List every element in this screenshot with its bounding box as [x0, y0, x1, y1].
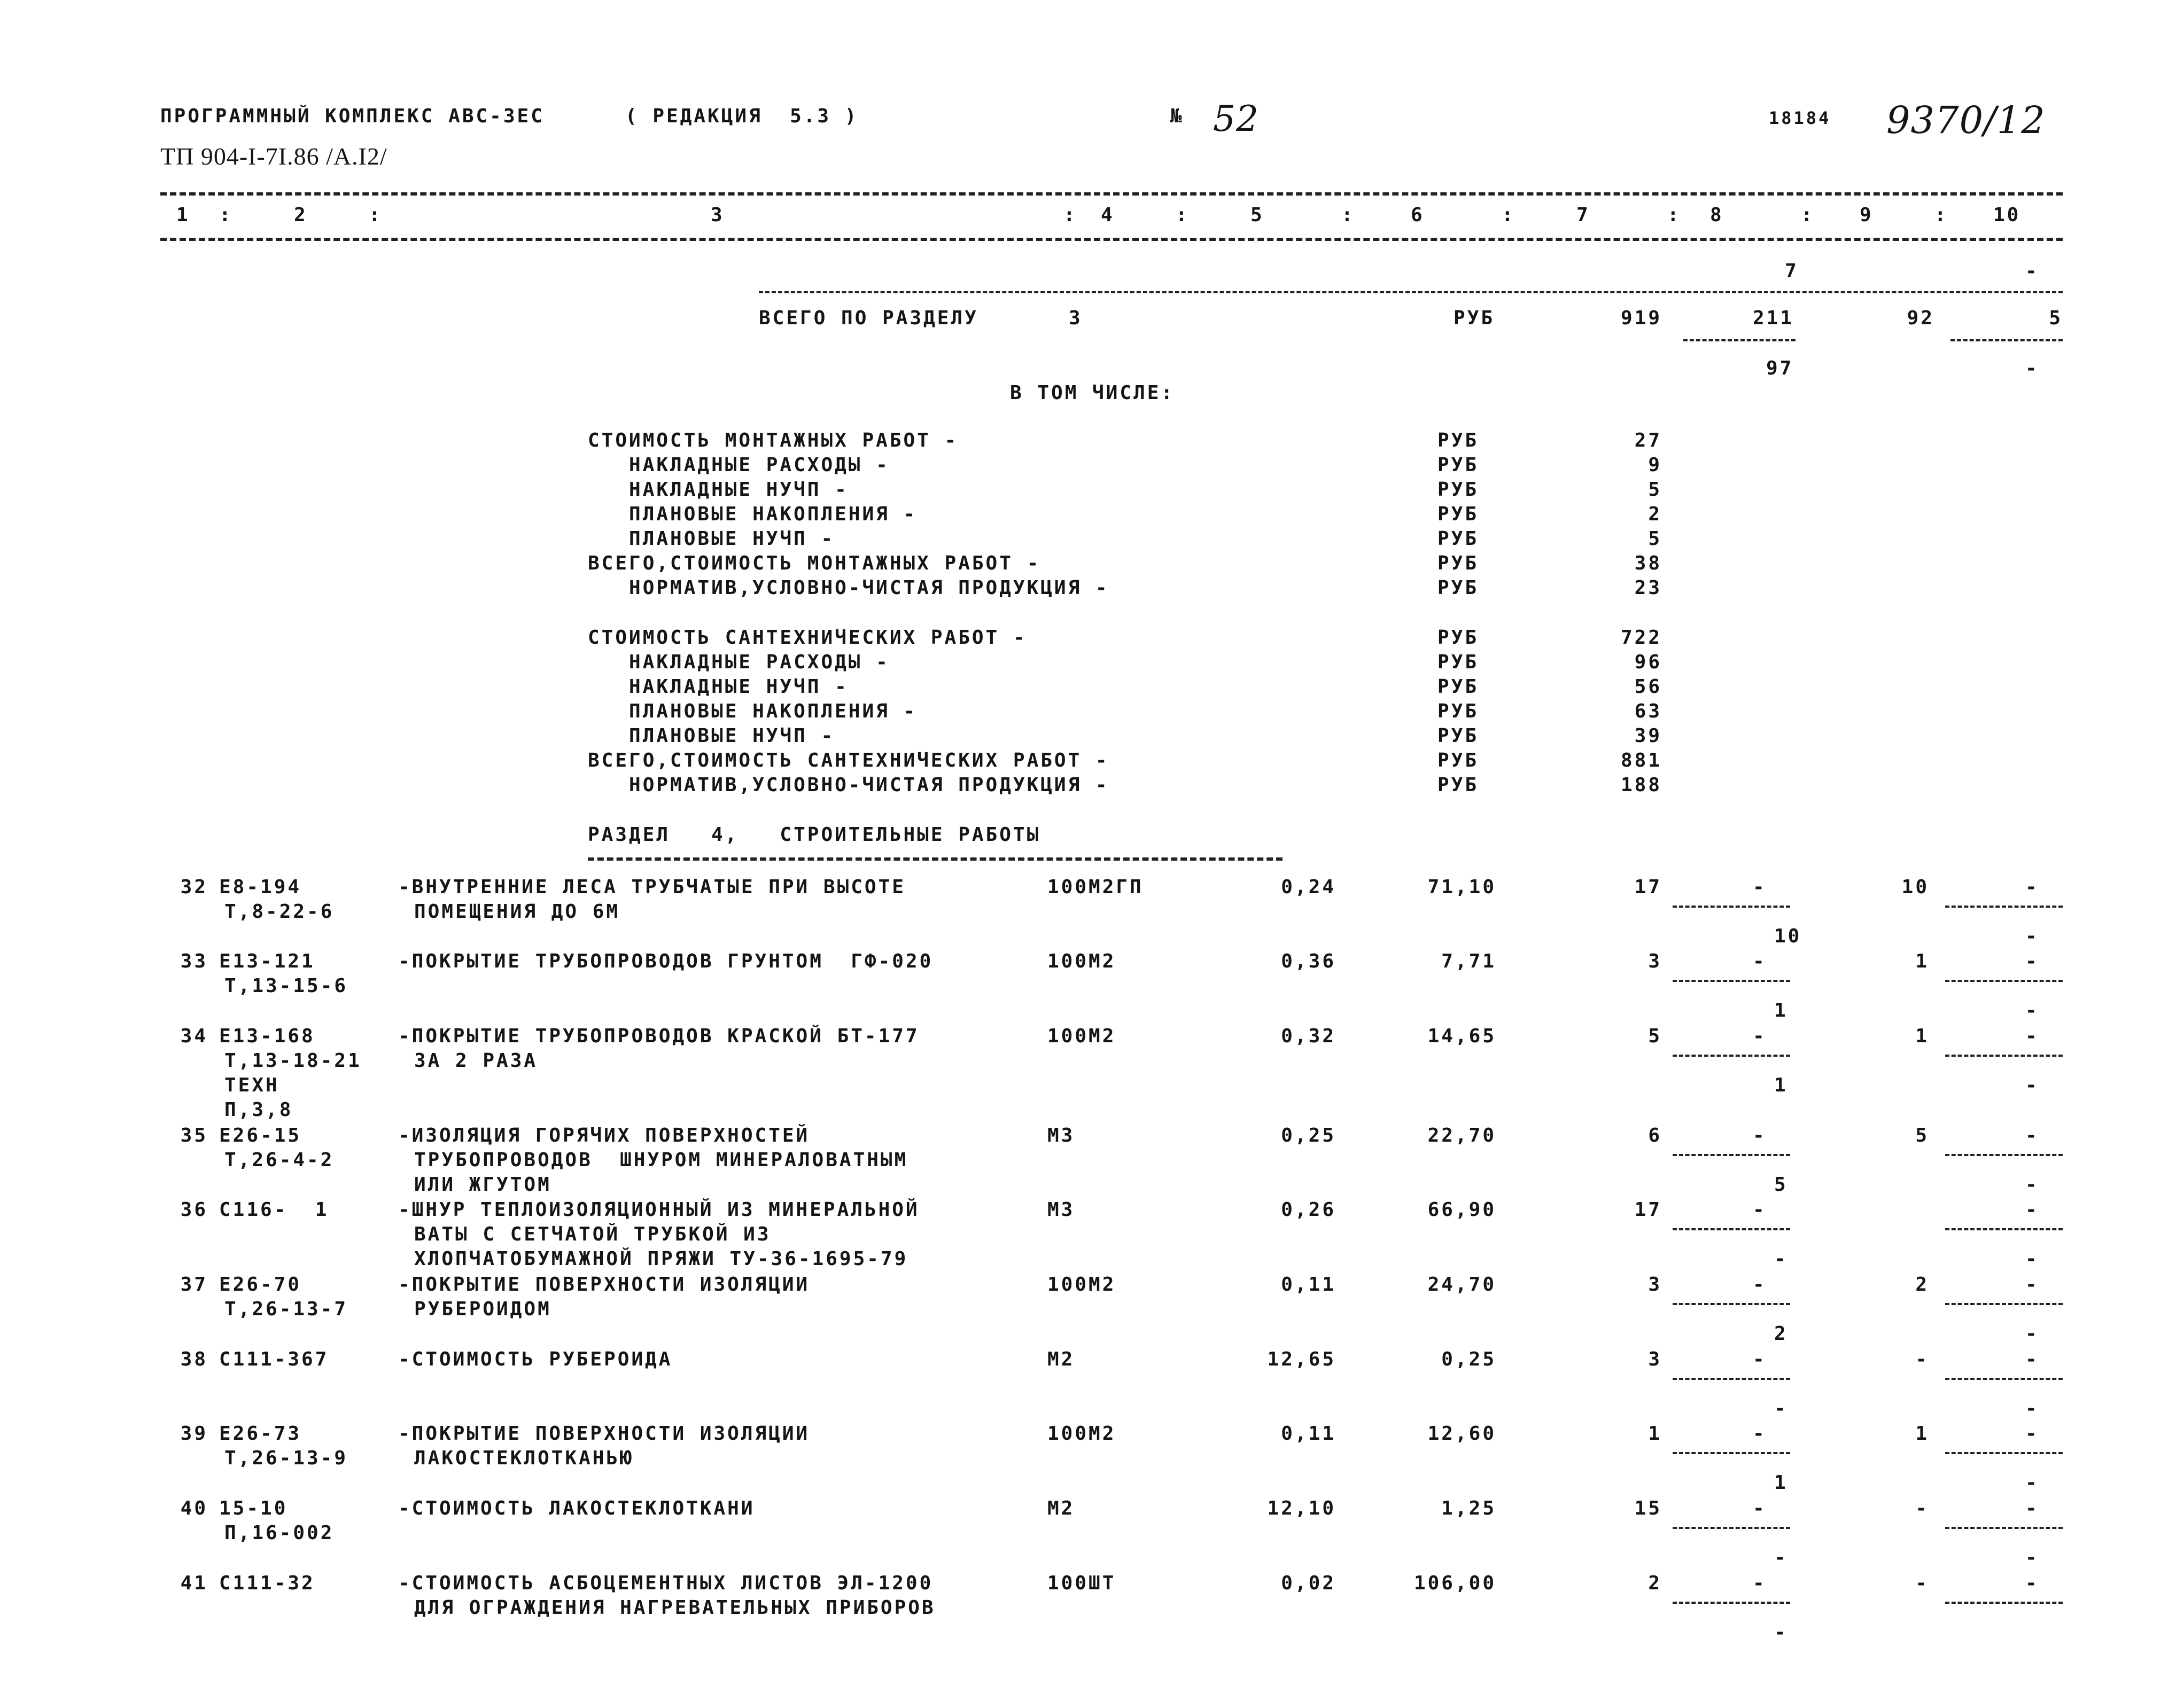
row-quantity: 0,24	[1281, 876, 1336, 898]
row-c9: 1	[1915, 1423, 1929, 1445]
breakdown-unit: РУБ	[1437, 774, 1479, 796]
row-code: Т,26-13-9	[224, 1447, 348, 1469]
total-section-number: 3	[1069, 307, 1083, 329]
header-top-rule	[160, 192, 2063, 196]
row-c10-rule	[1945, 1303, 2063, 1305]
total-c8: 211	[1752, 307, 1794, 329]
breakdown-label: НАКЛАДНЫЕ НУЧП -	[588, 479, 849, 501]
column-number: 8	[1710, 204, 1724, 226]
row-c8-rule	[1673, 980, 1790, 982]
row-c9: 2	[1915, 1274, 1929, 1296]
breakdown-label: ПЛАНОВЫЕ НУЧП -	[588, 725, 835, 747]
total-c10: 5	[2049, 307, 2063, 329]
row-price: 1,25	[1441, 1497, 1496, 1519]
row-c10-rule	[1945, 1055, 2063, 1057]
row-code: Т,8-22-6	[224, 901, 335, 923]
row-unit: М2	[1047, 1348, 1075, 1370]
row-price: 24,70	[1427, 1274, 1496, 1296]
breakdown-label: НАКЛАДНЫЕ РАСХОДЫ -	[588, 651, 890, 673]
row-quantity: 12,65	[1267, 1348, 1336, 1370]
row-description: -ИЗОЛЯЦИЯ ГОРЯЧИХ ПОВЕРХНОСТЕЙ	[398, 1125, 810, 1146]
breakdown-value: 27	[1634, 430, 1662, 451]
row-c8-lower: 1	[1774, 1000, 1788, 1021]
row-c10: -	[2025, 1497, 2039, 1519]
breakdown-unit: РУБ	[1437, 577, 1479, 599]
row-c9: 5	[1915, 1125, 1929, 1146]
row-c8-lower: -	[1774, 1248, 1788, 1270]
row-code: Е13-121	[219, 950, 315, 972]
row-description: ЛАКОСТЕКЛОТКАНЬЮ	[414, 1447, 634, 1469]
row-c10: -	[2025, 1125, 2039, 1146]
row-c8-rule	[1673, 1602, 1790, 1604]
breakdown-label: НОРМАТИВ,УСЛОВНО-ЧИСТАЯ ПРОДУКЦИЯ -	[588, 774, 1109, 796]
column-number: 3	[711, 204, 725, 226]
column-number: 5	[1250, 204, 1264, 226]
row-description: -СТОИМОСТЬ ЛАКОСТЕКЛОТКАНИ	[398, 1497, 755, 1519]
total-c7: 919	[1620, 307, 1662, 329]
row-description: -СТОИМОСТЬ АСБОЦЕМЕНТНЫХ ЛИСТОВ ЭЛ-1200	[398, 1572, 934, 1594]
row-c10-lower: -	[2025, 1547, 2039, 1569]
row-price: 14,65	[1427, 1025, 1496, 1047]
row-c8-rule	[1673, 1154, 1790, 1156]
column-separators: :	[1063, 204, 1077, 226]
breakdown-unit: РУБ	[1437, 627, 1479, 649]
document-code: 18184	[1769, 108, 1831, 128]
row-c10-lower: -	[2025, 925, 2039, 947]
row-c8-lower: -	[1774, 1547, 1788, 1569]
breakdown-label: ПЛАНОВЫЕ НАКОПЛЕНИЯ -	[588, 503, 918, 525]
row-c7: 5	[1648, 1025, 1662, 1047]
row-c10: -	[2025, 1348, 2039, 1370]
row-c9: 1	[1915, 1025, 1929, 1047]
row-c8-lower: -	[1774, 1398, 1788, 1419]
row-quantity: 12,10	[1267, 1497, 1336, 1519]
breakdown-label: НАКЛАДНЫЕ НУЧП -	[588, 676, 849, 698]
row-c7: 3	[1648, 1348, 1662, 1370]
breakdown-value: 5	[1648, 528, 1662, 550]
row-c10: -	[2025, 876, 2039, 898]
breakdown-label: ВСЕГО,СТОИМОСТЬ МОНТАЖНЫХ РАБОТ -	[588, 552, 1041, 574]
breakdown-value: 23	[1634, 577, 1662, 599]
breakdown-value: 2	[1648, 503, 1662, 525]
row-c8: -	[1753, 876, 1767, 898]
row-code: Е8-194	[219, 876, 302, 898]
column-number: 10	[1993, 204, 2021, 226]
row-c10-rule	[1945, 906, 2063, 908]
row-c10: -	[2025, 950, 2039, 972]
column-number: 1	[176, 204, 190, 226]
row-c7: 3	[1648, 1274, 1662, 1296]
breakdown-value: 188	[1620, 774, 1662, 796]
row-quantity: 0,11	[1281, 1274, 1336, 1296]
row-price: 71,10	[1427, 876, 1496, 898]
total-top-c10: -	[2025, 260, 2039, 282]
row-quantity: 0,02	[1281, 1572, 1336, 1594]
total-c10-rule	[1950, 339, 2063, 341]
row-description: ХЛОПЧАТОБУМАЖНОЙ ПРЯЖИ ТУ-36-1695-79	[414, 1248, 908, 1270]
breakdown-unit: РУБ	[1437, 430, 1479, 451]
row-c8-lower: 10	[1774, 925, 1802, 947]
row-description: -ПОКРЫТИЕ ПОВЕРХНОСТИ ИЗОЛЯЦИИ	[398, 1423, 810, 1445]
row-description: ПОМЕЩЕНИЯ ДО 6М	[414, 901, 620, 923]
row-unit: М3	[1047, 1199, 1075, 1221]
column-separators: :	[1176, 204, 1190, 226]
total-c8-rule	[1683, 339, 1796, 341]
row-description: -ПОКРЫТИЕ ТРУБОПРОВОДОВ ГРУНТОМ ГФ-020	[398, 950, 934, 972]
header-bottom-rule	[160, 238, 2063, 241]
row-c8-lower: 5	[1774, 1174, 1788, 1196]
including-label: В ТОМ ЧИСЛЕ:	[1010, 382, 1175, 404]
column-separators: :	[1341, 204, 1355, 226]
row-unit: 100М2	[1047, 1025, 1116, 1047]
total-bottom-c10: -	[2025, 357, 2039, 379]
breakdown-value: 9	[1648, 454, 1662, 476]
row-c10: -	[2025, 1025, 2039, 1047]
row-c10-lower: -	[2025, 1174, 2039, 1196]
row-c10: -	[2025, 1199, 2039, 1221]
row-c10-rule	[1945, 1154, 2063, 1156]
row-code: П,16-002	[224, 1522, 335, 1544]
row-code: Т,13-18-21	[224, 1050, 362, 1072]
row-c8-rule	[1673, 1228, 1790, 1230]
breakdown-value: 38	[1634, 552, 1662, 574]
row-code: Е13-168	[219, 1025, 315, 1047]
total-label: ВСЕГО ПО РАЗДЕЛУ	[759, 307, 978, 329]
row-c9: -	[1915, 1497, 1929, 1519]
row-description: ТРУБОПРОВОДОВ ШНУРОМ МИНЕРАЛОВАТНЫМ	[414, 1149, 908, 1171]
row-c10-rule	[1945, 1602, 2063, 1604]
row-c8-rule	[1673, 906, 1790, 908]
row-unit: 100М2	[1047, 1274, 1116, 1296]
breakdown-value: 5	[1648, 479, 1662, 501]
row-description: ЗА 2 РАЗА	[414, 1050, 538, 1072]
row-description: -СТОИМОСТЬ РУБЕРОИДА	[398, 1348, 673, 1370]
row-code: Е26-73	[219, 1423, 302, 1445]
row-code: С111-32	[219, 1572, 315, 1594]
row-description: ДЛЯ ОГРАЖДЕНИЯ НАГРЕВАТЕЛЬНЫХ ПРИБОРОВ	[414, 1597, 936, 1619]
row-c8-rule	[1673, 1527, 1790, 1529]
row-c10-lower: -	[2025, 1323, 2039, 1345]
row-code: Т,26-4-2	[224, 1149, 335, 1171]
row-c10-lower: -	[2025, 1074, 2039, 1096]
breakdown-label: СТОИМОСТЬ МОНТАЖНЫХ РАБОТ -	[588, 430, 959, 451]
row-c8: -	[1753, 1497, 1767, 1519]
column-number: 4	[1101, 204, 1115, 226]
column-separators: :	[1502, 204, 1515, 226]
row-c10-lower: -	[2025, 1248, 2039, 1270]
row-c10: -	[2025, 1423, 2039, 1445]
row-c8: -	[1753, 1274, 1767, 1296]
row-c8-lower: -	[1774, 1621, 1788, 1643]
breakdown-value: 63	[1634, 700, 1662, 722]
row-number: 32	[180, 876, 208, 898]
column-number: 7	[1576, 204, 1590, 226]
breakdown-unit: РУБ	[1437, 750, 1479, 771]
total-bottom-c8: 97	[1766, 357, 1794, 379]
row-unit: М3	[1047, 1125, 1075, 1146]
row-c8: -	[1753, 1125, 1767, 1146]
row-quantity: 0,26	[1281, 1199, 1336, 1221]
row-description: ВАТЫ С СЕТЧАТОЙ ТРУБКОЙ ИЗ	[414, 1223, 771, 1245]
section-4-rule	[588, 857, 1283, 861]
sheet-reference: 9370/12	[1886, 98, 2046, 142]
row-number: 41	[180, 1572, 208, 1594]
breakdown-unit: РУБ	[1437, 676, 1479, 698]
row-code: ТЕХН	[224, 1074, 279, 1096]
page-number: 52	[1213, 98, 1259, 139]
row-c8: -	[1753, 1199, 1767, 1221]
row-description: -ШНУР ТЕПЛОИЗОЛЯЦИОННЫЙ ИЗ МИНЕРАЛЬНОЙ	[398, 1199, 920, 1221]
row-c10-rule	[1945, 1378, 2063, 1380]
breakdown-unit: РУБ	[1437, 503, 1479, 525]
total-unit: РУБ	[1454, 307, 1495, 329]
row-unit: 100М2	[1047, 950, 1116, 972]
section-4-title: РАЗДЕЛ 4, СТРОИТЕЛЬНЫЕ РАБОТЫ	[588, 824, 1041, 846]
row-code: Е26-15	[219, 1125, 302, 1146]
row-number: 35	[180, 1125, 208, 1146]
row-code: Т,13-15-6	[224, 975, 348, 997]
breakdown-label: ВСЕГО,СТОИМОСТЬ САНТЕХНИЧЕСКИХ РАБОТ -	[588, 750, 1109, 771]
row-c8-lower: 2	[1774, 1323, 1788, 1345]
number-sign: №	[1170, 105, 1184, 127]
row-unit: 100М2ГП	[1047, 876, 1144, 898]
column-separators: :	[1934, 204, 1948, 226]
row-number: 33	[180, 950, 208, 972]
total-rule	[759, 291, 2063, 293]
row-c8-lower: 1	[1774, 1074, 1788, 1096]
breakdown-value: 56	[1634, 676, 1662, 698]
program-title: ПРОГРАММНЫЙ КОМПЛЕКС АВС-ЗЕС	[160, 105, 545, 127]
row-number: 36	[180, 1199, 208, 1221]
breakdown-label: НАКЛАДНЫЕ РАСХОДЫ -	[588, 454, 890, 476]
row-c10-lower: -	[2025, 1000, 2039, 1021]
row-c7: 15	[1634, 1497, 1662, 1519]
row-c7: 2	[1648, 1572, 1662, 1594]
column-number: 9	[1860, 204, 1874, 226]
row-c9: 1	[1915, 950, 1929, 972]
row-c8: -	[1753, 1348, 1767, 1370]
breakdown-unit: РУБ	[1437, 552, 1479, 574]
row-c10-rule	[1945, 980, 2063, 982]
breakdown-value: 722	[1620, 627, 1662, 649]
row-c8-rule	[1673, 1452, 1790, 1454]
row-c10: -	[2025, 1274, 2039, 1296]
breakdown-label: НОРМАТИВ,УСЛОВНО-ЧИСТАЯ ПРОДУКЦИЯ -	[588, 577, 1109, 599]
row-price: 106,00	[1413, 1572, 1496, 1594]
row-price: 7,71	[1441, 950, 1496, 972]
breakdown-label: ПЛАНОВЫЕ НАКОПЛЕНИЯ -	[588, 700, 918, 722]
row-c10-lower: -	[2025, 1472, 2039, 1494]
row-c8: -	[1753, 1025, 1767, 1047]
row-quantity: 0,32	[1281, 1025, 1336, 1047]
row-c8-rule	[1673, 1303, 1790, 1305]
row-price: 0,25	[1441, 1348, 1496, 1370]
row-quantity: 0,11	[1281, 1423, 1336, 1445]
row-code: С111-367	[219, 1348, 329, 1370]
row-description: РУБЕРОИДОМ	[414, 1298, 551, 1320]
row-c10-rule	[1945, 1452, 2063, 1454]
row-c7: 17	[1634, 1199, 1662, 1221]
row-c8: -	[1753, 950, 1767, 972]
row-description: -ПОКРЫТИЕ ПОВЕРХНОСТИ ИЗОЛЯЦИИ	[398, 1274, 810, 1296]
row-description: -ПОКРЫТИЕ ТРУБОПРОВОДОВ КРАСКОЙ БТ-177	[398, 1025, 920, 1047]
row-number: 39	[180, 1423, 208, 1445]
row-code: Е26-70	[219, 1274, 302, 1296]
column-number: 6	[1411, 204, 1425, 226]
breakdown-unit: РУБ	[1437, 479, 1479, 501]
breakdown-unit: РУБ	[1437, 454, 1479, 476]
row-c8: -	[1753, 1572, 1767, 1594]
row-c8-rule	[1673, 1055, 1790, 1057]
row-c7: 6	[1648, 1125, 1662, 1146]
breakdown-value: 39	[1634, 725, 1662, 747]
row-c10-lower: -	[2025, 1398, 2039, 1419]
row-c7: 3	[1648, 950, 1662, 972]
breakdown-unit: РУБ	[1437, 651, 1479, 673]
row-c7: 1	[1648, 1423, 1662, 1445]
row-quantity: 0,25	[1281, 1125, 1336, 1146]
breakdown-value: 96	[1634, 651, 1662, 673]
row-c10: -	[2025, 1572, 2039, 1594]
row-price: 22,70	[1427, 1125, 1496, 1146]
row-code: 15-10	[219, 1497, 288, 1519]
breakdown-value: 881	[1620, 750, 1662, 771]
row-c9: -	[1915, 1572, 1929, 1594]
row-c8: -	[1753, 1423, 1767, 1445]
row-unit: М2	[1047, 1497, 1075, 1519]
edition-label: ( РЕДАКЦИЯ 5.3 )	[625, 105, 859, 127]
row-description: ИЛИ ЖГУТОМ	[414, 1174, 551, 1196]
row-number: 34	[180, 1025, 208, 1047]
project-code: ТП 904-I-7I.86 /А.I2/	[160, 143, 387, 170]
row-unit: 100М2	[1047, 1423, 1116, 1445]
row-c9: -	[1915, 1348, 1929, 1370]
row-unit: 100ШТ	[1047, 1572, 1116, 1594]
breakdown-label: ПЛАНОВЫЕ НУЧП -	[588, 528, 835, 550]
row-code: С116- 1	[219, 1199, 329, 1221]
row-description: -ВНУТРЕННИЕ ЛЕСА ТРУБЧАТЫЕ ПРИ ВЫСОТЕ	[398, 876, 906, 898]
row-c8-lower: 1	[1774, 1472, 1788, 1494]
breakdown-unit: РУБ	[1437, 700, 1479, 722]
total-top-c8: 7	[1785, 260, 1799, 282]
column-separators: :	[219, 204, 233, 226]
column-number: 2	[294, 204, 308, 226]
row-c10-rule	[1945, 1527, 2063, 1529]
breakdown-label: СТОИМОСТЬ САНТЕХНИЧЕСКИХ РАБОТ -	[588, 627, 1027, 649]
breakdown-unit: РУБ	[1437, 725, 1479, 747]
row-price: 12,60	[1427, 1423, 1496, 1445]
row-c10-rule	[1945, 1228, 2063, 1230]
row-number: 37	[180, 1274, 208, 1296]
row-quantity: 0,36	[1281, 950, 1336, 972]
breakdown-unit: РУБ	[1437, 528, 1479, 550]
row-c9: 10	[1901, 876, 1929, 898]
row-c7: 17	[1634, 876, 1662, 898]
row-c8-rule	[1673, 1378, 1790, 1380]
row-number: 40	[180, 1497, 208, 1519]
column-separators: :	[1667, 204, 1681, 226]
row-code: Т,26-13-7	[224, 1298, 348, 1320]
row-code: П,3,8	[224, 1099, 293, 1121]
row-number: 38	[180, 1348, 208, 1370]
column-separators: :	[1801, 204, 1815, 226]
row-price: 66,90	[1427, 1199, 1496, 1221]
total-c9: 92	[1907, 307, 1934, 329]
column-separators: :	[369, 204, 383, 226]
